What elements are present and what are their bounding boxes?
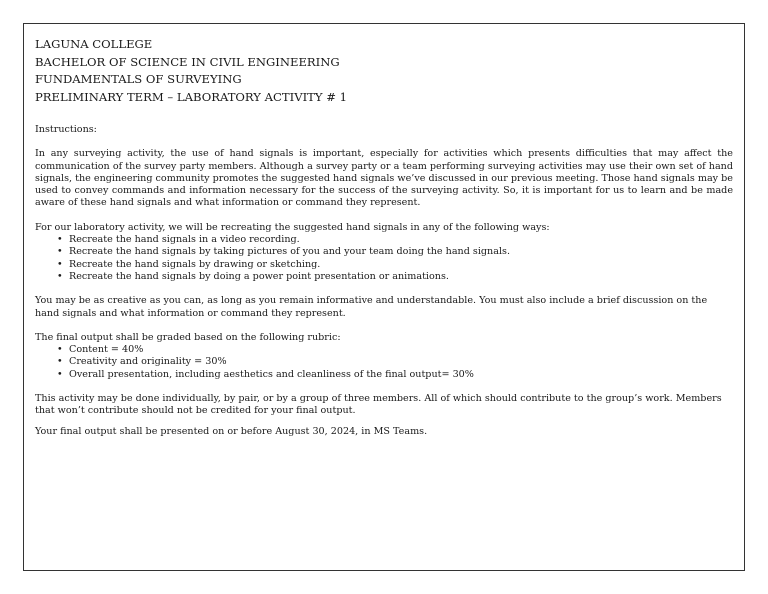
intro-paragraph: In any surveying activity, the use of hand signals is important, especially for activities which presents difficulties that may affect the communication of the survey party members. Although a survey party or a team performing surveying activities may use their own set of hand signals, the engineering community promotes the suggested hand signals we’ve discussed in our previous meeting. Those hand signals may be used to convey commands and information necessary for the success of the surveying activity. So, it is important for us to learn and be made aware of these hand signals and what information or command they represent. — [35, 148, 733, 209]
grouping-paragraph: This activity may be done individually, by pair, or by a group of three members. All of which should contribute to the group’s work. Members that won’t contribute should not be credited for your final output. — [35, 393, 722, 417]
ways-list — [35, 234, 733, 283]
instructions-label: Instructions: — [35, 124, 97, 135]
header-line-program: BACHELOR OF SCIENCE IN CIVIL ENGINEERING — [35, 54, 340, 69]
document-header — [35, 36, 733, 106]
rubric-lead: The final output shall be graded based on the following rubric: — [35, 331, 341, 343]
ways-section — [35, 222, 733, 283]
rubric-section — [35, 332, 733, 381]
rubric-list — [35, 344, 733, 381]
header-line-school: LAGUNA COLLEGE — [35, 37, 153, 51]
document-page — [23, 23, 745, 571]
ways-list-item: • Recreate the hand signals by taking pictures of you and your team doing the hand signals. — [57, 246, 733, 258]
ways-list-item: • Recreate the hand signals by drawing or sketching. — [57, 259, 733, 271]
header-line-course: FUNDAMENTALS OF SURVEYING — [35, 72, 242, 86]
header-line-activity: PRELIMINARY TERM – LABORATORY ACTIVITY # 1 — [35, 89, 348, 104]
ways-list-item: • Recreate the hand signals in a video recording. — [57, 234, 733, 246]
rubric-list-item: • Creativity and originality = 30% — [57, 356, 733, 368]
rubric-list-item: • Overall presentation, including aesthetics and cleanliness of the final output= 30% — [57, 369, 733, 381]
ways-lead: For our laboratory activity, we will be recreating the suggested hand signals in any of the following ways: — [35, 221, 550, 233]
creative-paragraph: You may be as creative as you can, as long as you remain informative and understandable. You must also include a brief discussion on the hand signals and what information or command they represent. — [35, 295, 708, 319]
rubric-list-item: • Content = 40% — [57, 344, 733, 356]
deadline-paragraph: Your final output shall be presented on or before August 30, 2024, in MS Teams. — [35, 425, 428, 437]
ways-list-item: • Recreate the hand signals by doing a power point presentation or animations. — [57, 271, 733, 283]
